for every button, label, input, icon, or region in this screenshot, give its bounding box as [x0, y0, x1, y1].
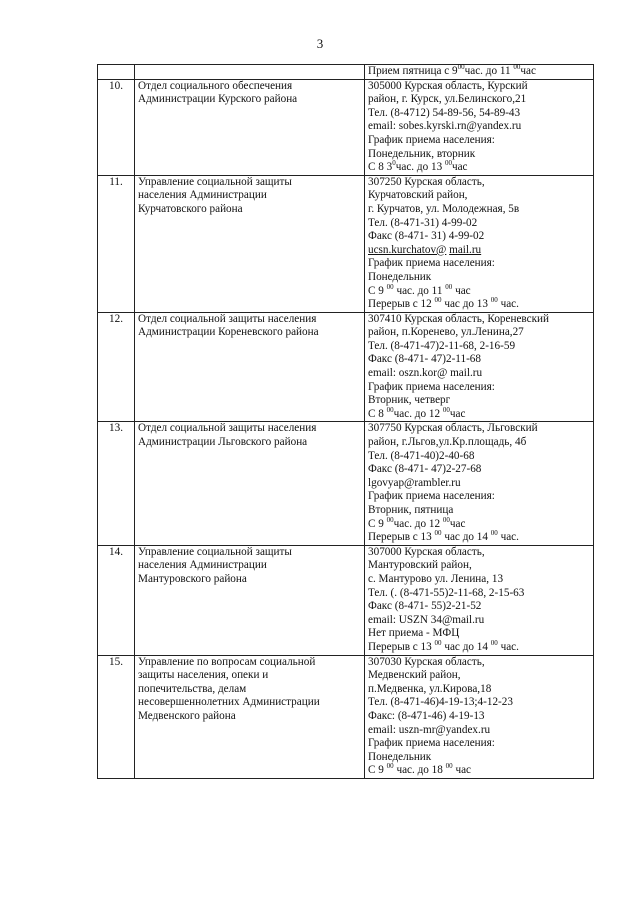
name-line: несовершеннолетних Администрации [138, 696, 320, 709]
info-line [368, 353, 590, 367]
info-line [368, 282, 590, 299]
info-line [368, 80, 590, 94]
text-run: email: uszn-mr@yandex.ru [368, 723, 491, 736]
text-run: Вторник, четверг [368, 394, 451, 407]
info-line [368, 189, 590, 203]
text-run: Факс: (8-471-46) 4-19-13 [368, 709, 485, 722]
info-line [368, 176, 590, 190]
info-line [368, 394, 590, 408]
superscript: 00 [434, 296, 442, 305]
info-line [368, 217, 590, 231]
text-run: Медвенский район, [368, 669, 461, 682]
info-line [368, 313, 590, 327]
table-row [98, 655, 594, 778]
text-run: 307410 Курская область, Кореневский [368, 312, 550, 325]
text-run: С 8 [368, 407, 387, 420]
info-line [368, 271, 590, 285]
text-run: Факс (8-471- 47)2-27-68 [368, 463, 482, 476]
cell-number [98, 65, 135, 80]
superscript: 00 [386, 282, 394, 291]
info-line [368, 683, 590, 697]
info-line [368, 120, 590, 134]
info-line [368, 724, 590, 738]
name-line: попечительства, делам [138, 682, 247, 695]
info-line [368, 669, 590, 683]
cell-name [135, 655, 365, 778]
cell-name [135, 545, 365, 655]
text-run: С 9 [368, 517, 387, 530]
superscript: 00 [457, 63, 465, 71]
text-run: час до 14 [441, 640, 491, 653]
text-run: Прием пятница с 9 [368, 65, 458, 77]
cell-number: 10. [98, 79, 135, 175]
info-line [368, 65, 590, 79]
info-line [368, 367, 590, 381]
text-run: 305000 Курская область, Курский [368, 79, 528, 92]
superscript: 00 [513, 63, 521, 71]
info-line [368, 600, 590, 614]
cell-info [365, 545, 594, 655]
cell-name [135, 175, 365, 312]
text-run: Факс (8-471- 55)2-21-52 [368, 600, 482, 613]
cell-number: 11. [98, 175, 135, 312]
name-line: населения Администрации [138, 189, 267, 202]
superscript: 00 [490, 296, 498, 305]
text-run: час. до 13 [395, 161, 445, 174]
text-run: График приема населения: [368, 257, 495, 270]
info-line [368, 559, 590, 573]
cell-info [365, 65, 594, 80]
cell-name [135, 65, 365, 80]
info-line [368, 627, 590, 641]
text-run: Перерыв с 12 [368, 298, 435, 311]
name-line: Курчатовского района [138, 202, 243, 215]
text-run: район, г. Курск, ул.Белинского,21 [368, 93, 527, 106]
text-run: email: oszn.kor@ mail.ru [368, 367, 483, 380]
text-run: Понедельник, вторник [368, 147, 476, 160]
page-number: 3 [316, 36, 324, 51]
text-run: час до 13 [441, 298, 491, 311]
text-run: час. [497, 531, 519, 544]
superscript: 00 [386, 405, 394, 414]
superscript: 0 [392, 159, 396, 168]
text-run: час. [497, 640, 519, 653]
text-run: час. до 12 [393, 407, 443, 420]
info-line [368, 587, 590, 601]
text-run: г. Курчатов, ул. Молодежная, 5в [368, 202, 520, 215]
text-run: час. до 11 [393, 284, 446, 297]
text-run: район, п.Коренево, ул.Ленина,27 [368, 326, 524, 339]
info-line [368, 638, 590, 655]
superscript: 00 [445, 762, 453, 771]
offices-table [97, 64, 594, 779]
name-line: Администрации Курского района [138, 93, 298, 106]
name-line: Управление социальной защиты [138, 545, 292, 558]
info-line [368, 477, 590, 491]
cell-number: 13. [98, 422, 135, 545]
cell-info [365, 422, 594, 545]
text-run: час [449, 517, 466, 530]
table-row [98, 79, 594, 175]
text-run: Тел. (. (8-471-55)2-11-68, 2-15-63 [368, 586, 525, 599]
text-run: Вторник, пятница [368, 504, 454, 516]
superscript: 00 [445, 282, 453, 291]
cell-info [365, 79, 594, 175]
text-run: email: USZN 34@mail.ru [368, 613, 485, 626]
info-line [368, 298, 590, 312]
superscript: 00 [490, 529, 498, 538]
text-run: С 9 [368, 764, 387, 777]
text-run: Курчатовский район, [368, 189, 468, 202]
info-line [368, 230, 590, 244]
table-row [98, 545, 594, 655]
info-line [368, 764, 590, 778]
text-run: Тел. (8-471-31) 4-99-02 [368, 216, 478, 229]
text-run: График приема населения: [368, 737, 495, 750]
text-run: час. [497, 298, 519, 311]
info-line [368, 244, 590, 258]
info-line [368, 573, 590, 587]
info-line [368, 326, 590, 340]
text-run: Факс (8-471- 31) 4-99-02 [368, 230, 485, 243]
text-run: 307250 Курская область, [368, 175, 485, 188]
text-run: 307750 Курская область, Льговский [368, 422, 538, 435]
info-line [368, 93, 590, 107]
superscript: 00 [434, 529, 442, 538]
text-run: час [520, 65, 536, 77]
text-run: 307000 Курская область, [368, 545, 485, 558]
text-run: 307030 Курская область, [368, 655, 485, 668]
info-line [368, 490, 590, 504]
table-row [98, 312, 594, 422]
info-line [368, 463, 590, 477]
name-line: Управление социальной защиты [138, 175, 292, 188]
text-run: час [451, 161, 468, 174]
info-line [368, 710, 590, 724]
info-line [368, 504, 590, 518]
info-line [368, 436, 590, 450]
text-run: Мантуровский район, [368, 559, 472, 572]
table-row [98, 422, 594, 545]
text-run: График приема населения: [368, 490, 495, 503]
info-line [368, 614, 590, 628]
info-line [368, 531, 590, 545]
name-line: Мантуровского района [138, 572, 247, 585]
cell-name [135, 422, 365, 545]
info-line [368, 257, 590, 271]
name-line: Отдел социальной защиты населения [138, 312, 317, 325]
text-run: час. до 12 [393, 517, 443, 530]
text-run: Тел. (8-4712) 54-89-56, 54-89-43 [368, 106, 521, 119]
info-line [368, 450, 590, 464]
cell-number: 15. [98, 655, 135, 778]
text-run: График приема населения: [368, 133, 495, 146]
text-run: График приема населения: [368, 380, 495, 393]
info-line [368, 737, 590, 751]
text-run: Перерыв с 13 [368, 640, 435, 653]
underlined-text: mail.ru [449, 243, 482, 256]
underlined-text: ucsn.kurchatov@ [368, 243, 447, 256]
info-line [368, 381, 590, 395]
table-row [98, 175, 594, 312]
superscript: 00 [444, 159, 452, 168]
text-run: п.Медвенка, ул.Кирова,18 [368, 682, 492, 695]
cell-number: 12. [98, 312, 135, 422]
info-line [368, 340, 590, 354]
info-line [368, 405, 590, 422]
text-run: Тел. (8-471-46)4-19-13;4-12-23 [368, 696, 513, 709]
text-run: С 8 3 [368, 161, 393, 174]
text-run: час [452, 764, 472, 777]
text-run: Тел. (8-471-47)2-11-68, 2-16-59 [368, 339, 516, 352]
superscript: 00 [386, 762, 394, 771]
info-line [368, 203, 590, 217]
name-line: Медвенского района [138, 709, 236, 722]
text-run: час [452, 284, 471, 297]
name-line: Отдел социальной защиты населения [138, 422, 317, 435]
info-line [368, 751, 590, 765]
name-line: населения Администрации [138, 559, 267, 572]
cell-info [365, 655, 594, 778]
text-run: С 9 [368, 284, 387, 297]
name-line: Отдел социального обеспечения [138, 79, 293, 92]
text-run: lgovyap@rambler.ru [368, 476, 461, 489]
info-line [368, 696, 590, 710]
cell-name [135, 79, 365, 175]
text-run: Тел. (8-471-40)2-40-68 [368, 449, 475, 462]
superscript: 00 [490, 638, 498, 647]
name-line: Администрации Льговского района [138, 436, 308, 449]
text-run: Нет приема - МФЦ [368, 627, 460, 640]
superscript: 00 [442, 515, 450, 524]
superscript: 00 [442, 405, 450, 414]
text-run: час. до 11 [464, 65, 514, 77]
info-line [368, 422, 590, 436]
name-line: Управление по вопросам социальной [138, 655, 316, 668]
info-line [368, 546, 590, 560]
text-run: район, г.Льгов,ул.Кр.площадь, 4б [368, 436, 527, 449]
table-row-continuation [98, 65, 594, 80]
text-run: с. Мантурово ул. Ленина, 13 [368, 572, 504, 585]
name-line: Администрации Кореневского района [138, 326, 319, 339]
info-line [368, 656, 590, 670]
info-line [368, 515, 590, 532]
cell-number: 14. [98, 545, 135, 655]
cell-info [365, 175, 594, 312]
text-run: Понедельник [368, 270, 432, 283]
info-line [368, 107, 590, 121]
name-line: защиты населения, опеки и [138, 669, 269, 682]
text-run: email: sobes.kyrski.rn@yandex.ru [368, 120, 522, 133]
superscript: 00 [386, 515, 394, 524]
text-run: час до 14 [441, 531, 491, 544]
text-run: Понедельник [368, 750, 432, 763]
superscript: 00 [434, 638, 442, 647]
info-line [368, 134, 590, 148]
cell-name [135, 312, 365, 422]
text-run: час [449, 407, 466, 420]
text-run: Перерыв с 13 [368, 531, 435, 544]
info-line [368, 148, 590, 162]
text-run: час. до 18 [393, 764, 446, 777]
info-line [368, 161, 590, 175]
text-run: Факс (8-471- 47)2-11-68 [368, 353, 481, 366]
cell-info [365, 312, 594, 422]
